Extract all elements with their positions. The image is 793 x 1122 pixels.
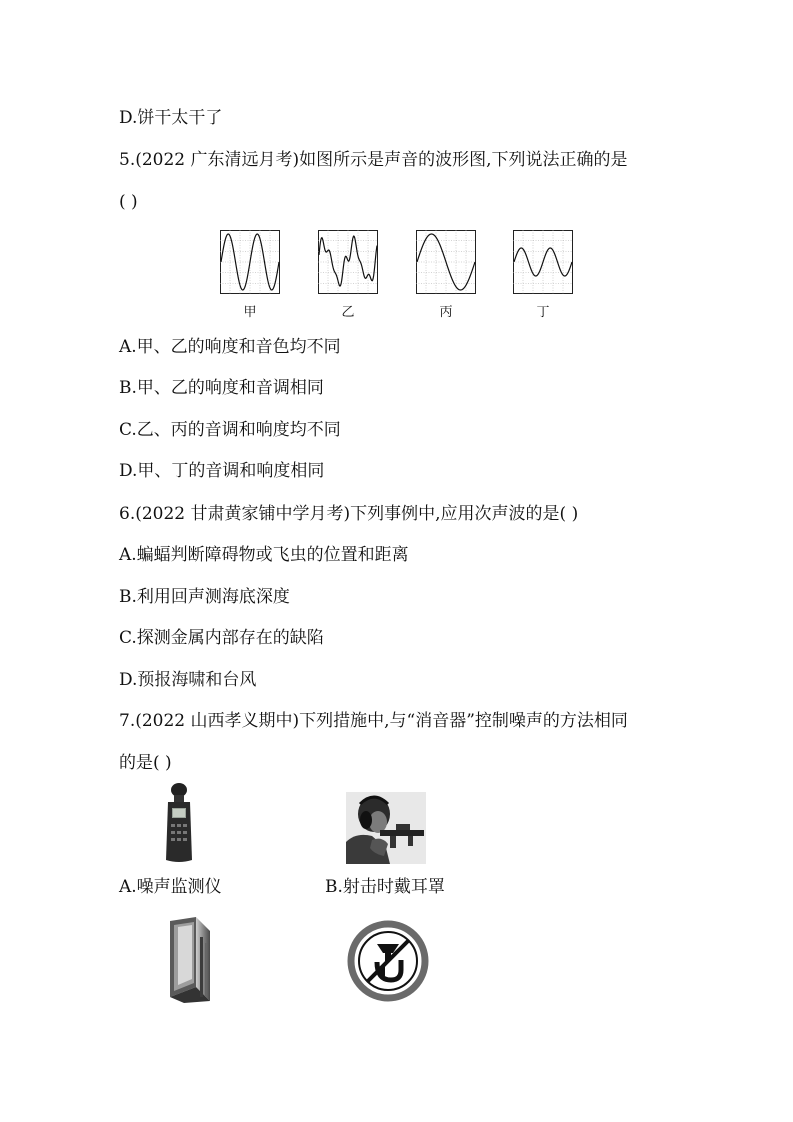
q6-option-c: C.探测金属内部存在的缺陷 — [119, 628, 324, 648]
q4-option-d: D.饼干太干了 — [119, 108, 223, 128]
q7-stem-continued: 的是( ) — [119, 753, 172, 773]
window-frame-icon — [166, 917, 214, 1003]
waveform-label-jia: 甲 — [243, 305, 257, 320]
q6-option-d: D.预报海啸和台风 — [119, 670, 257, 690]
waveform-label-yi: 乙 — [341, 305, 355, 320]
waveform-ding — [513, 230, 573, 294]
q7-option-a-caption: A.噪声监测仪 — [119, 877, 222, 897]
ear-muff-shooter-icon — [346, 792, 426, 864]
no-horn-sign-icon — [347, 920, 429, 1002]
q6-stem: 6.(2022 甘肃黄家铺中学月考)下列事例中,应用次声波的是( ) — [119, 504, 579, 524]
q5-stem: 5.(2022 广东清远月考)如图所示是声音的波形图,下列说法正确的是 — [119, 150, 628, 170]
q5-option-a: A.甲、乙的响度和音色均不同 — [119, 337, 341, 357]
waveform-label-bing: 丙 — [439, 305, 453, 320]
q5-option-b: B.甲、乙的响度和音调相同 — [119, 378, 324, 398]
q6-option-b: B.利用回声测海底深度 — [119, 587, 290, 607]
waveform-yi — [318, 230, 378, 294]
q7-stem: 7.(2022 山西孝义期中)下列措施中,与“消音器”控制噪声的方法相同 — [119, 711, 628, 731]
waveform-bing — [416, 230, 476, 294]
q5-option-d: D.甲、丁的音调和响度相同 — [119, 461, 325, 481]
noise-meter-icon — [160, 782, 198, 864]
q5-option-c: C.乙、丙的音调和响度均不同 — [119, 420, 341, 440]
waveform-label-ding: 丁 — [536, 305, 550, 320]
q6-option-a: A.蝙蝠判断障碍物或飞虫的位置和距离 — [119, 545, 409, 565]
q5-answer-paren: ( ) — [119, 192, 138, 212]
q7-option-b-caption: B.射击时戴耳罩 — [325, 877, 445, 897]
waveform-jia — [220, 230, 280, 294]
